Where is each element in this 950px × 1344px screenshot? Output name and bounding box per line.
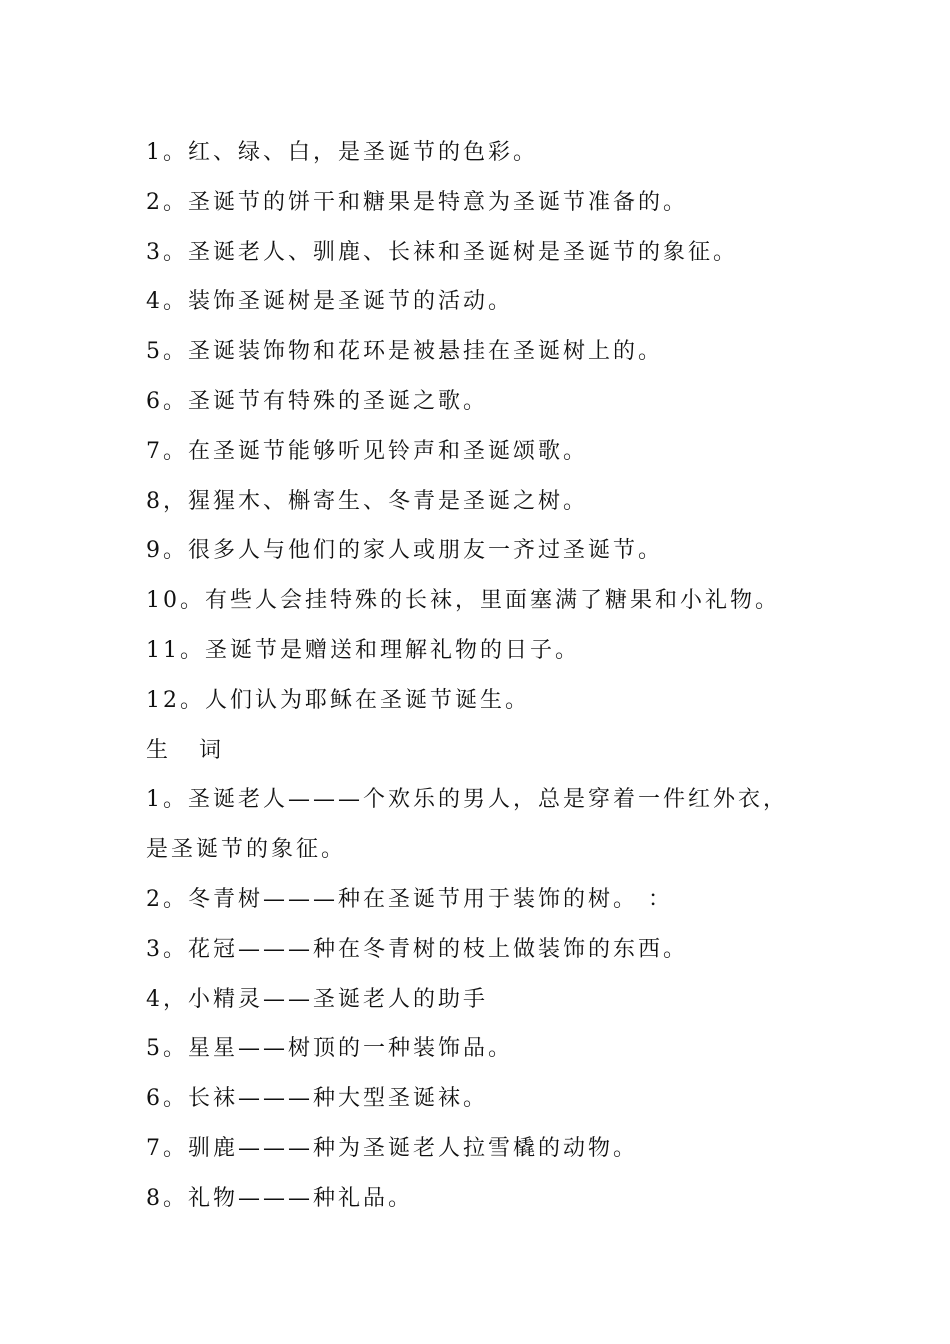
fact-line-8: 8，猩猩木、槲寄生、冬青是圣诞之树。 xyxy=(146,488,588,514)
vocab-line-6: 6。长袜———种大型圣诞袜。 xyxy=(146,1086,488,1112)
vocab-line-4: 4，小精灵——圣诞老人的助手 xyxy=(146,986,488,1012)
fact-line-7: 7。在圣诞节能够听见铃声和圣诞颂歌。 xyxy=(146,438,588,464)
fact-line-4: 4。装饰圣诞树是圣诞节的活动。 xyxy=(146,289,513,315)
fact-line-10: 10。有些人会挂特殊的长袜，里面塞满了糖果和小礼物。 xyxy=(146,588,780,614)
vocab-heading: 生 词 xyxy=(146,737,233,763)
vocab-line-1: 1。圣诞老人———个欢乐的男人，总是穿着一件红外衣， xyxy=(146,787,788,813)
fact-line-1: 1。红、绿、白，是圣诞节的色彩。 xyxy=(146,140,538,165)
fact-line-12: 12。人们认为耶稣在圣诞节诞生。 xyxy=(146,687,530,713)
vocab-line-2: 2。冬青树———种在圣诞节用于装饰的树。 ： xyxy=(146,886,673,912)
document-body xyxy=(146,128,846,1224)
fact-line-9: 9。很多人与他们的家人或朋友一齐过圣诞节。 xyxy=(146,538,663,564)
fact-line-6: 6。圣诞节有特殊的圣诞之歌。 xyxy=(146,388,488,414)
fact-line-2: 2。圣诞节的饼干和糖果是特意为圣诞节准备的。 xyxy=(146,189,688,215)
vocab-line-3: 3。花冠———种在冬青树的枝上做装饰的东西。 xyxy=(146,936,688,962)
fact-line-11: 11。圣诞节是赠送和理解礼物的日子。 xyxy=(146,637,580,663)
vocab-line-5: 5。星星——树顶的一种装饰品。 xyxy=(146,1036,513,1062)
fact-line-5: 5。圣诞装饰物和花环是被悬挂在圣诞树上的。 xyxy=(146,339,663,365)
vocab-line-7: 7。驯鹿———种为圣诞老人拉雪橇的动物。 xyxy=(146,1135,638,1161)
vocab-line-1-continued: 是圣诞节的象征。 xyxy=(146,837,347,863)
fact-line-3: 3。圣诞老人、驯鹿、长袜和圣诞树是圣诞节的象征。 xyxy=(146,239,738,265)
vocab-line-8: 8。礼物———种礼品。 xyxy=(146,1185,413,1211)
